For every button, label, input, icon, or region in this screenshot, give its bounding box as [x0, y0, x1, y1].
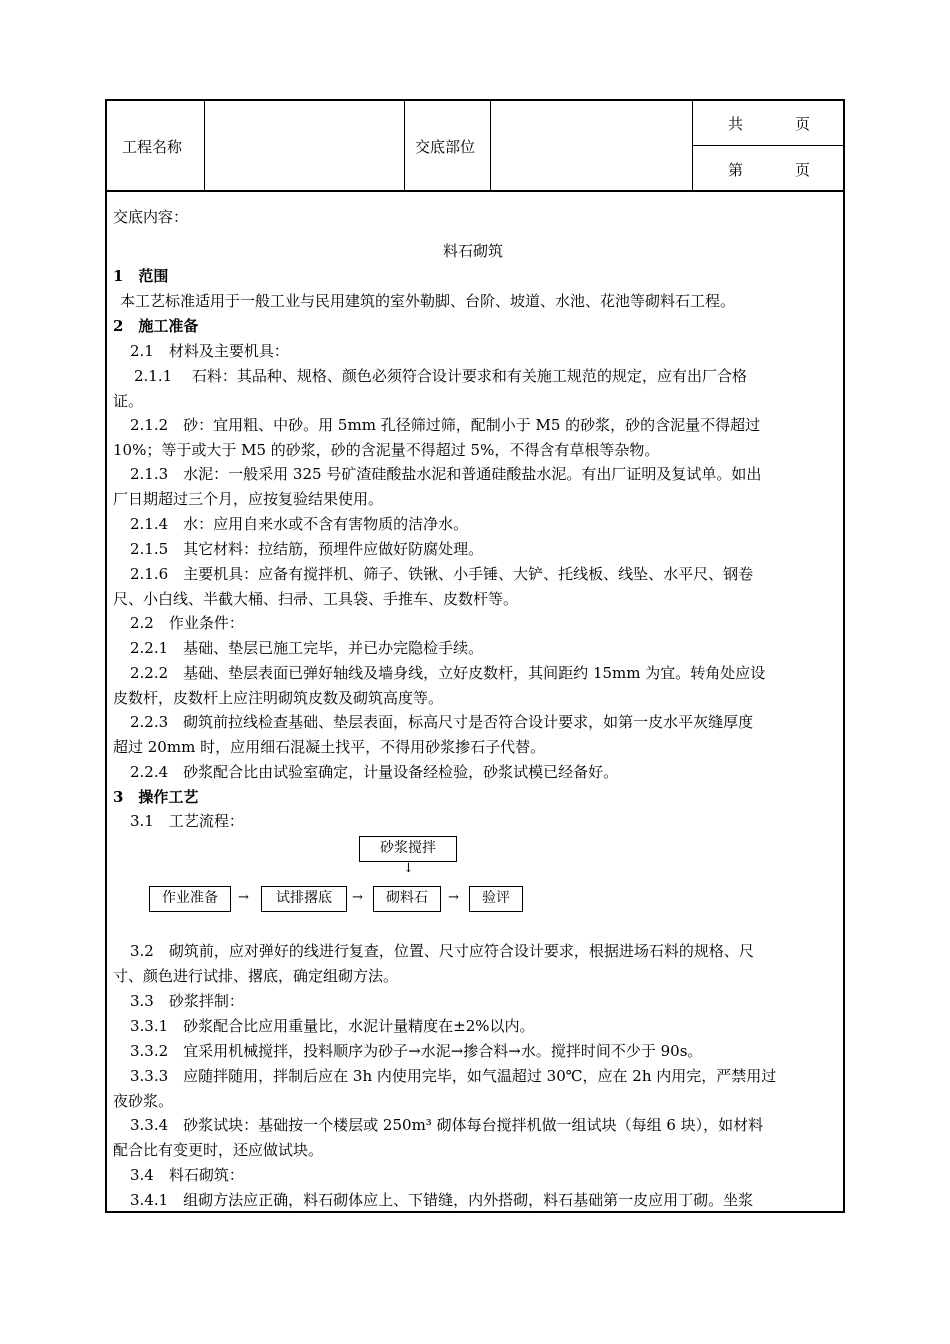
flow-box-step: 验评	[469, 886, 523, 912]
arrow-right-icon: →	[238, 890, 249, 905]
section-heading: 2 施工准备	[113, 317, 199, 335]
paragraph-line: 3.3.1 砂浆配合比应用重量比，水泥计量精度在±2%以内。	[130, 1017, 535, 1035]
paragraph-line: 证。	[113, 392, 144, 410]
header-divider	[692, 145, 845, 146]
paragraph-line: 2.1.3 水泥：一般采用 325 号矿渣硅酸盐水泥和普通硅酸盐水泥。有出厂证明及复试单。如出	[130, 465, 762, 483]
header-divider	[490, 99, 491, 191]
arrow-right-icon: →	[448, 890, 459, 905]
header-divider	[404, 99, 405, 191]
paragraph-line: 配合比有变更时，还应做试块。	[113, 1141, 324, 1159]
paragraph-line: 3.2 砌筑前，应对弹好的线进行复查，位置、尺寸应符合设计要求，根据进场石料的规格、尺	[130, 942, 754, 960]
paragraph-line: 皮数杆，皮数杆上应注明砌筑皮数及砌筑高度等。	[113, 689, 444, 707]
paragraph-line: 2.1.2 砂：宜用粗、中砂。用 5mm 孔径筛过筛，配制小于 M5 的砂浆，砂的含泥量不得超过	[130, 416, 761, 434]
paragraph-line: 2.1.5 其它材料：拉结筋，预埋件应做好防腐处理。	[130, 540, 484, 558]
paragraph-line: 尺、小白线、半截大桶、扫帚、工具袋、手推车、皮数杆等。	[113, 590, 519, 608]
paragraph-line: 本工艺标准适用于一般工业与民用建筑的室外勒脚、台阶、坡道、水池、花池等砌料石工程。	[120, 292, 736, 310]
paragraph-line: 2.1.6 主要机具：应备有搅拌机、筛子、铁锹、小手锤、大铲、托线板、线坠、水平尺、钢卷	[130, 565, 754, 583]
intro-label: 交底内容：	[113, 208, 189, 226]
paragraph-line: 夜砂浆。	[113, 1092, 174, 1110]
document-title: 料石砌筑	[443, 242, 504, 260]
paragraph-line: 2.2 作业条件：	[130, 614, 244, 632]
paragraph-line: 2.1 材料及主要机具：	[130, 342, 289, 360]
paragraph-line: 3.4.1 组砌方法应正确，料石砌体应上、下错缝，内外搭砌，料石基础第一皮应用丁砌。坐浆	[130, 1191, 754, 1209]
paragraph-line: 3.3.3 应随拌随用，拌制后应在 3h 内使用完毕，如气温超过 30℃，应在 2h 内用完，严禁用过	[130, 1067, 777, 1085]
header-bottom-border	[105, 190, 845, 192]
flow-box-step: 作业准备	[149, 886, 231, 912]
total-pages-suffix: 页	[795, 115, 811, 133]
paragraph-line: 2.2.2 基础、垫层表面已弹好轴线及墙身线，立好皮数杆，其间距约 15mm 为宜。转角处应设	[130, 664, 766, 682]
arrow-down-icon: ↓	[403, 861, 414, 876]
section-heading: 1 范围	[113, 267, 169, 285]
flow-box-mortar-mixing: 砂浆搅拌	[359, 836, 457, 862]
sheet-number-label: 第	[728, 161, 744, 179]
paragraph-line: 10%；等于或大于 M5 的砂浆，砂的含泥量不得超过 5%，不得含有草根等杂物。	[113, 441, 660, 459]
paragraph-line: 2.1.4 水：应用自来水或不含有害物质的洁净水。	[130, 515, 469, 533]
paragraph-line: 2.2.4 砂浆配合比由试验室确定，计量设备经检验，砂浆试模已经备好。	[130, 763, 619, 781]
paragraph-line: 2.2.3 砌筑前拉线检查基础、垫层表面，标高尺寸是否符合设计要求，如第一皮水平灰缝厚度	[130, 713, 754, 731]
paragraph-line: 3.4 料石砌筑：	[130, 1166, 244, 1184]
flow-box-step: 试排撂底	[261, 886, 347, 912]
paragraph-line: 3.1 工艺流程：	[130, 812, 244, 830]
sheet-number-suffix: 页	[795, 161, 811, 179]
paragraph-line: 超过 20mm 时，应用细石混凝土找平，不得用砂浆掺石子代替。	[113, 738, 546, 756]
paragraph-line: 2.2.1 基础、垫层已施工完毕，并已办完隐检手续。	[130, 639, 484, 657]
header-divider	[204, 99, 205, 191]
paragraph-line: 3.3 砂浆拌制：	[130, 992, 244, 1010]
paragraph-line: 3.3.2 宜采用机械搅拌，投料顺序为砂子→水泥→掺合料→水。搅拌时间不少于 90s。	[130, 1042, 703, 1060]
section-heading: 3 操作工艺	[113, 788, 199, 806]
arrow-right-icon: →	[352, 890, 363, 905]
paragraph-line: 厂日期超过三个月，应按复验结果使用。	[113, 490, 384, 508]
location-label: 交底部位	[415, 138, 476, 156]
paragraph-line: 寸、颜色进行试排、撂底，确定组砌方法。	[113, 967, 399, 985]
paragraph-line: 3.3.4 砂浆试块：基础按一个楼层或 250m³ 砌体每台搅拌机做一组试块（每组 6 块），如材料	[130, 1116, 764, 1134]
project-name-label: 工程名称	[122, 138, 183, 156]
total-pages-label: 共	[728, 115, 744, 133]
paragraph-line: 2.1.1 石料：其品种、规格、颜色必须符合设计要求和有关施工规范的规定，应有出厂合格	[134, 367, 747, 385]
flow-box-step: 砌料石	[373, 886, 441, 912]
